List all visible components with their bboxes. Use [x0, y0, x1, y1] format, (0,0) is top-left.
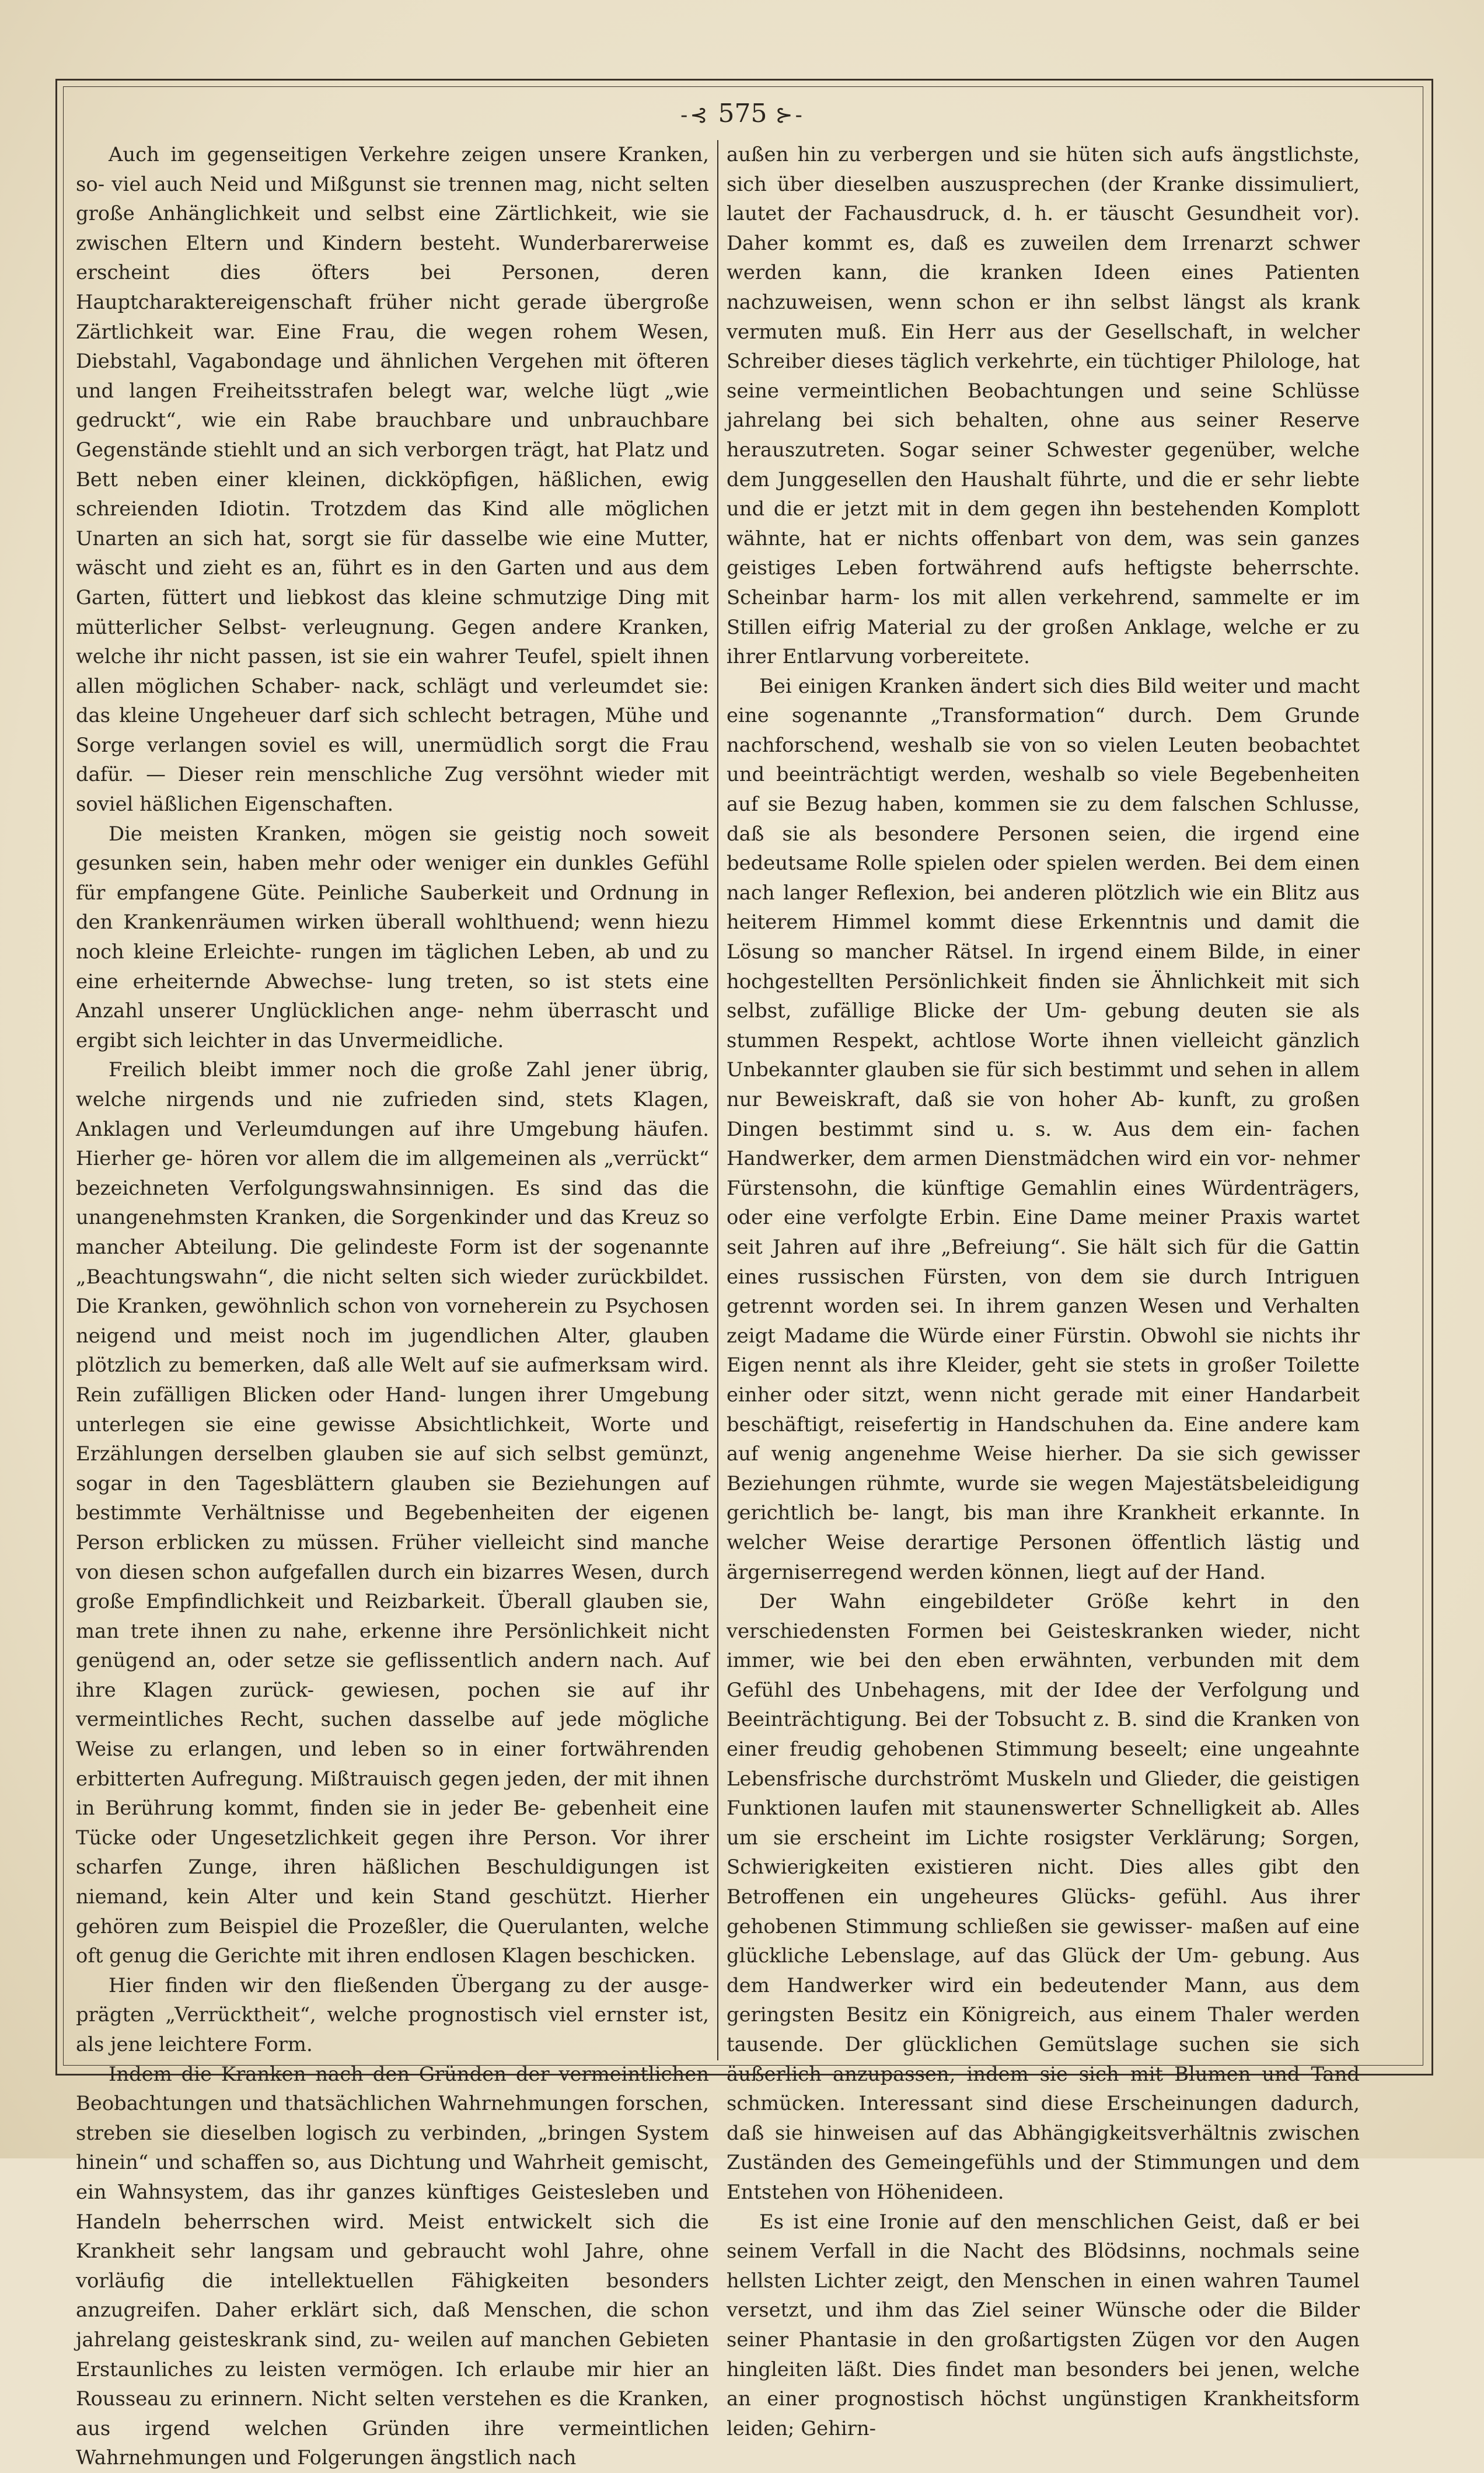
ornament-left: -⊰ — [680, 103, 710, 127]
paragraph: Auch im gegenseitigen Verkehre zeigen unsere Kranken, so- viel auch Neid und Mißgunst sie trennen mag, nicht selten große Anhänglichkeit und selbst eine Zärtlichkeit, wie sie zwischen Eltern und Kindern besteht. Wunderbarerweise erscheint dies öfters bei Personen, deren Hauptcharaktereigenschaft früher nicht gerade übergroße Zärtlichkeit war. Eine Frau, die wegen rohem Wesen, Diebstahl, Vagabondage und ähnlichen Vergehen mit öfteren und langen Freiheitsstrafen belegt war, welche lügt „wie gedruckt“, wie ein Rabe brauchbare und unbrauchbare Gegenstände stiehlt und an sich verborgen trägt, hat Platz und Bett neben einer kleinen, dickköpfigen, häßlichen, ewig schreienden Idiotin. Trotzdem das Kind alle möglichen Unarten an sich hat, sorgt sie für dasselbe wie eine Mutter, wäscht und zieht es an, führt es in den Garten und aus dem Garten, füttert und liebkost das kleine schmutzige Ding mit mütterlicher Selbst- verleugnung. Gegen andere Kranken, welche ihr nicht passen, ist sie ein wahrer Teufel, spielt ihnen allen möglichen Schaber- nack, schlägt und verleumdet sie: das kleine Ungeheuer darf sich schlecht betragen, Mühe und Sorge verlangen soviel es will, unermüdlich sorgt die Frau dafür. — Dieser rein menschliche Zug versöhnt wieder mit soviel häßlichen Eigenschaften. — [76, 143, 709, 816]
left-column — [76, 140, 709, 2469]
paragraph: Indem die Kranken nach den Gründen der vermeintlichen Beobachtungen und thatsächlichen Wahrnehmungen forschen, streben sie dieselben logisch zu verbinden, „bringen System hinein“ und schaffen so, aus Dichtung und Wahrheit gemischt, ein Wahnsystem, das ihr ganzes künftiges Geistesleben und Handeln beherrschen wird. Meist entwickelt sich die Krankheit sehr langsam und gebraucht wohl Jahre, ohne vorläufig die intellektuellen Fähigkeiten besonders anzugreifen. Daher erklärt sich, daß Menschen, die schon jahrelang geisteskrank sind, zu- weilen auf manchen Gebieten Erstaunliches zu leisten vermögen. Ich erlaube mir hier an Rousseau zu erinnern. Nicht selten verstehen es die Kranken, aus irgend welchen Gründen ihre vermeintlichen Wahrnehmungen und Folgerungen ängstlich nach — [76, 2062, 709, 2469]
ornament-right: ⊱- — [775, 103, 805, 127]
paragraph: Bei einigen Kranken ändert sich dies Bild weiter und macht eine sogenannte „Transformation“ durch. Dem Grunde nachforschend, weshalb sie von so vielen Leuten beobachtet und beeinträchtigt werden, weshalb so viele Begebenheiten auf sie Bezug haben, kommen sie zu dem falschen Schlusse, daß sie als besondere Personen seien, die irgend eine bedeutsame Rolle spielen oder spielen werden. Bei dem einen nach langer Reflexion, bei anderen plötzlich wie ein Blitz aus heiterem Himmel kommt diese Erkenntnis und damit die Lösung so mancher Rätsel. In irgend einem Bilde, in einer hochgestellten Persönlichkeit finden sie Ähnlichkeit mit sich selbst, zufällige Blicke der Um- gebung deuten sie als stummen Respekt, achtlose Worte ihnen vielleicht gänzlich Unbekannter glauben sie für sich bestimmt und sehen in allem nur Beweiskraft, daß sie von hoher Ab- kunft, zu großen Dingen bestimmt sind u. s. w. Aus dem ein- fachen Handwerker, dem armen Dienstmädchen wird ein vor- nehmer Fürstensohn, die künftige Gemahlin eines Würdenträgers, oder eine verfolgte Erbin. Eine Dame meiner Praxis wartet seit Jahren auf ihre „Befreiung“. Sie hält sich für die Gattin eines russischen Fürsten, von dem sie durch Intriguen getrennt worden sei. In ihrem ganzen Wesen und Verhalten zeigt Madame die Würde einer Fürstin. Obwohl sie nichts ihr Eigen nennt als ihre Kleider, geht sie stets in großer Toilette einher oder sitzt, wenn nicht gerade mit einer Handarbeit beschäftigt, reisefertig in Handschuhen da. Eine andere kam auf wenig angenehme Weise hierher. Da sie sich gewisser Beziehungen rühmte, wurde sie wegen Majestätsbeleidigung gerichtlich be- langt, bis man ihre Krankheit erkannte. In welcher Weise derartige Personen öffentlich lästig und ärgerniserregend werden können, liegt auf der Hand. — [727, 674, 1360, 1583]
paragraph: Es ist eine Ironie auf den menschlichen Geist, daß er bei seinem Verfall in die Nacht des Blödsinns, nochmals seine hellsten Lichter zeigt, den Menschen in einen wahren Taumel versetzt, und ihm das Ziel seiner Wünsche oder die Bilder seiner Phantasie in den großartigsten Zügen vor den Augen hingleiten läßt. Dies findet man besonders bei jenen, welche an einer prognostisch höchst ungünstigen Krankheitsform leiden; Gehirn- — [727, 2210, 1360, 2440]
page-header — [63, 93, 1422, 134]
page-number: 575 — [718, 99, 767, 128]
column-divider — [717, 140, 718, 2060]
paragraph: Freilich bleibt immer noch die große Zahl jener übrig, welche nirgends und nie zufrieden sind, stets Klagen, Anklagen und Verleumdungen auf ihre Umgebung häufen. Hierher ge- hören vor allem die im allgemeinen als „verrückt“ bezeichneten Verfolgungswahnsinnigen. Es sind das die unangenehmsten Kranken, die Sorgenkinder und das Kreuz so mancher Abteilung. Die gelindeste Form ist der sogenannte „Beachtungswahn“, die nicht selten sich wieder zurückbildet. Die Kranken, gewöhnlich schon von vorneherein zu Psychosen neigend und meist noch im jugendlichen Alter, glauben plötzlich zu bemerken, daß alle Welt auf sie aufmerksam wird. Rein zufälligen Blicken oder Hand- lungen ihrer Umgebung unterlegen sie eine gewisse Absichtlichkeit, Worte und Erzählungen derselben glauben sie auf sich selbst gemünzt, sogar in den Tagesblättern glauben sie Beziehungen auf bestimmte Verhältnisse und Begebenheiten der eigenen Person erblicken zu müssen. Früher vielleicht sind manche von diesen schon aufgefallen durch ein bizarres Wesen, durch große Empfindlichkeit und Reizbarkeit. Überall glauben sie, man trete ihnen zu nahe, erkenne ihre Persönlichkeit nicht genügend an, oder setze sie geflissentlich andern nach. Auf ihre Klagen zurück- gewiesen, pochen sie auf ihr vermeintliches Recht, suchen dasselbe auf jede mögliche Weise zu erlangen, und leben so in einer fortwährenden erbitterten Aufregung. Mißtrauisch gegen jeden, der mit ihnen in Berührung kommt, finden sie in jeder Be- gebenheit eine Tücke oder Ungesetzlichkeit gegen ihre Person. Vor ihrer scharfen Zunge, ihren häßlichen Beschuldigungen ist niemand, kein Alter und kein Stand geschützt. Hierher gehören zum Beispiel die Prozeßler, die Querulanten, welche oft genug die Gerichte mit ihren endlosen Klagen beschicken. — [76, 1058, 709, 1968]
paragraph: Die meisten Kranken, mögen sie geistig noch soweit gesunken sein, haben mehr oder weniger ein dunkles Gefühl für empfangene Güte. Peinliche Sauberkeit und Ordnung in den Krankenräumen wirken überall wohlthuend; wenn hiezu noch kleine Erleichte- rungen im täglichen Leben, ab und zu eine erheiternde Abwechse- lung treten, so ist stets eine Anzahl unserer Unglücklichen ange- nehm überrascht und ergibt sich leichter in das Unvermeidliche. — [76, 822, 709, 1052]
paragraph: Hier finden wir den fließenden Übergang zu der ausge- prägten „Verrücktheit“, welche prognostisch viel ernster ist, als jene leichtere Form. — [76, 1973, 709, 2056]
paragraph: Der Wahn eingebildeter Größe kehrt in den verschiedensten Formen bei Geisteskranken wieder, nicht immer, wie bei den eben erwähnten, verbunden mit dem Gefühl des Unbehagens, mit der Idee der Verfolgung und Beeinträchtigung. Bei der Tobsucht z. B. sind die Kranken von einer freudig gehobenen Stimmung beseelt; eine ungeahnte Lebensfrische durchströmt Muskeln und Glieder, die geistigen Funktionen laufen mit staunenswerter Schnelligkeit ab. Alles um sie erscheint im Lichte rosigster Verklärung; Sorgen, Schwierigkeiten existieren nicht. Dies alles gibt den Betroffenen ein ungeheures Glücks- gefühl. Aus ihrer gehobenen Stimmung schließen sie gewisser- maßen auf eine glückliche Lebenslage, auf das Glück der Um- gebung. Aus dem Handwerker wird ein bedeutender Mann, aus dem geringsten Besitz ein Königreich, aus einem Thaler werden tausende. Der glücklichen Gemütslage suchen sie sich äußerlich anzupassen, indem sie sich mit Blumen und Tand schmücken. Interessant sind diese Erscheinungen dadurch, daß sie hinweisen auf das Abhängigkeitsverhältnis zwischen Zuständen des Gemeingefühls und der Stimmungen und dem Entstehen von Höhenideen. — [727, 1590, 1360, 2203]
right-column — [727, 140, 1360, 2440]
paragraph: außen hin zu verbergen und sie hüten sich aufs ängstlichste, sich über dieselben auszusprechen (der Kranke dissimuliert, lautet der Fachausdruck, d. h. er täuscht Gesundheit vor). Daher kommt es, daß es zuweilen dem Irrenarzt schwer werden kann, die kranken Ideen eines Patienten nachzuweisen, wenn schon er ihn selbst längst als krank vermuten muß. Ein Herr aus der Gesellschaft, in welcher Schreiber dieses täglich verkehrte, ein tüchtiger Philologe, hat seine vermeintlichen Beobachtungen und seine Schlüsse jahrelang bei sich behalten, ohne aus seiner Reserve herauszutreten. Sogar seiner Schwester gegenüber, welche dem Junggesellen den Haushalt führte, und die er sehr liebte und die er jetzt mit in dem gegen ihn bestehenden Komplott wähnte, hat er nichts offenbart von dem, was sein ganzes geistiges Leben fortwährend aufs heftigste beherrschte. Scheinbar harm- los mit allen verkehrend, sammelte er im Stillen eifrig Material zu der großen Anklage, welche er zu ihrer Entlarvung vorbereitete. — [727, 143, 1360, 668]
